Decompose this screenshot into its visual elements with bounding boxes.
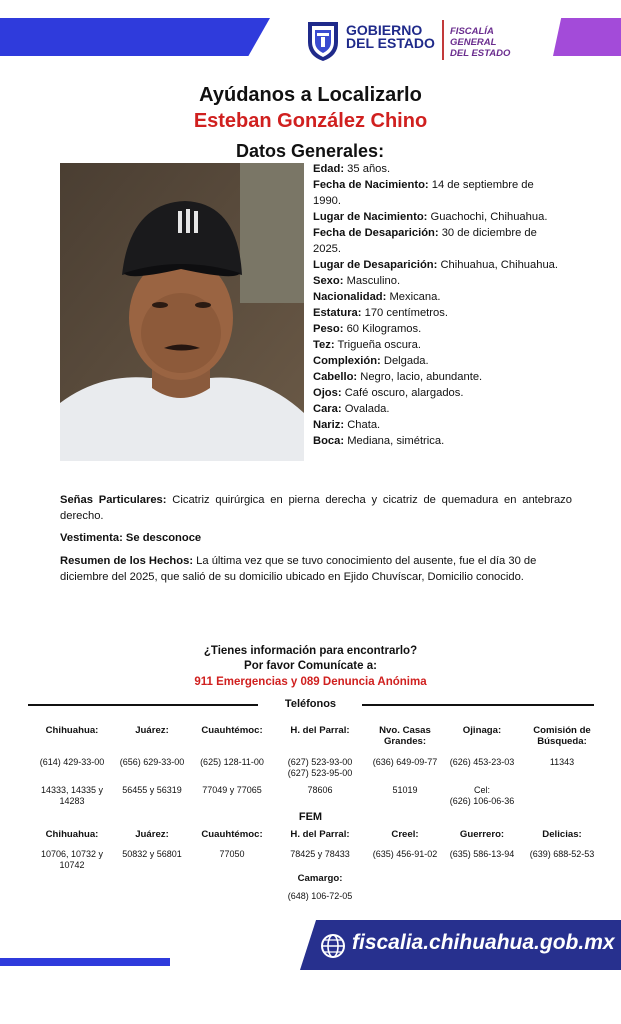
office-label: Delicias: — [542, 829, 582, 840]
website-link[interactable]: fiscalia.chihuahua.gob.mx — [352, 931, 615, 954]
detail-row — [313, 369, 563, 385]
detail-value: 30 de diciembre de 2025. — [313, 227, 537, 255]
state-shield-icon — [304, 18, 342, 62]
office-label: Camargo: — [297, 873, 343, 884]
office-label: Creel: — [391, 829, 419, 840]
office-label: Juárez: — [135, 725, 169, 736]
vestimenta: Vestimenta: Se desconoce — [60, 532, 202, 544]
detail-label: Nariz: — [313, 419, 345, 431]
detail-row — [313, 353, 563, 369]
phone-number: 51019 — [392, 785, 418, 795]
phone-number: 50832 y 56801 — [122, 849, 182, 859]
detail-value: 60 Kilogramos. — [343, 323, 422, 335]
detail-row — [313, 289, 563, 305]
phone-number: (635) 586-13-94 — [449, 849, 515, 859]
phone-number: Cel: (626) 106-06-36 — [449, 785, 515, 806]
detail-label: Nacionalidad: — [313, 291, 387, 303]
detail-label: Cabello: — [313, 371, 358, 383]
detail-row — [313, 321, 563, 337]
divider-right — [362, 704, 594, 706]
fiscalia-wordmark: FISCALÍA GENERAL DEL ESTADO — [450, 26, 511, 59]
office-label: Nvo. Casas Grandes: — [379, 725, 431, 747]
fem-heading: FEM — [298, 811, 323, 823]
detail-row — [313, 257, 563, 273]
office-label: Guerrero: — [459, 829, 505, 840]
detail-row — [313, 433, 563, 449]
detail-label: Estatura: — [313, 307, 362, 319]
detail-value: 170 centímetros. — [361, 307, 448, 319]
globe-icon — [320, 933, 346, 959]
office-label: Comisión de Búsqueda: — [533, 725, 591, 747]
detail-label: Complexión: — [313, 355, 381, 367]
detail-row — [313, 225, 563, 257]
detail-row — [313, 385, 563, 401]
office-label: Juárez: — [135, 829, 169, 840]
detail-value: Negro, lacio, abundante. — [357, 371, 483, 383]
missing-person-photo — [60, 163, 304, 461]
detail-label: Ojos: — [313, 387, 342, 399]
phone-number: (648) 106-72-05 — [287, 891, 353, 901]
government-logo — [300, 18, 540, 64]
detail-label: Lugar de Nacimiento: — [313, 211, 428, 223]
detail-label: Fecha de Nacimiento: — [313, 179, 429, 191]
phone-number: (639) 688-52-53 — [529, 849, 595, 859]
detail-row — [313, 305, 563, 321]
office-label: Cuauhtémoc: — [201, 829, 263, 840]
detail-label: Cara: — [313, 403, 342, 415]
contact-question: ¿Tienes información para encontrarlo? — [203, 645, 418, 657]
phone-number: 78425 y 78433 — [290, 849, 350, 859]
detail-value: Chata. — [344, 419, 381, 431]
detail-label: Boca: — [313, 435, 345, 447]
detail-label: Peso: — [313, 323, 344, 335]
phone-number: 56455 y 56319 — [122, 785, 182, 795]
office-label: H. del Parral: — [290, 725, 350, 736]
detail-value: Café oscuro, alargados. — [341, 387, 464, 399]
telefonos-heading: Teléfonos — [284, 698, 337, 710]
office-label: Cuauhtémoc: — [201, 725, 263, 736]
header-purple-band — [553, 18, 621, 56]
detail-value: Masculino. — [343, 275, 401, 287]
detail-row — [313, 273, 563, 289]
phone-number: (625) 128-11-00 — [200, 757, 264, 767]
detail-value: Trigueña oscura. — [334, 339, 421, 351]
telefonos-table — [30, 725, 600, 815]
poster-title: Ayúdanos a Localizarlo — [199, 84, 422, 106]
detail-row — [313, 161, 563, 177]
detail-row — [313, 337, 563, 353]
detail-value: 14 de septiembre de 1990. — [313, 179, 534, 207]
emergency-numbers: 911 Emergencias y 089 Denuncia Anónima — [194, 676, 427, 688]
phone-number: 78606 — [307, 785, 333, 795]
fem-table — [30, 829, 600, 899]
phone-number: 10706, 10732 y 10742 — [40, 849, 104, 870]
office-label: H. del Parral: — [290, 829, 350, 840]
detail-value: Mediana, simétrica. — [344, 435, 445, 447]
detail-value: Delgada. — [380, 355, 429, 367]
detail-value: Guachochi, Chihuahua. — [427, 211, 548, 223]
phone-number: (635) 456-91-02 — [372, 849, 438, 859]
detail-label: Lugar de Desaparición: — [313, 259, 438, 271]
office-label: Chihuahua: — [45, 725, 99, 736]
phone-number: 77049 y 77065 — [202, 785, 262, 795]
footer-blue-band — [0, 958, 170, 966]
detail-label: Sexo: — [313, 275, 344, 287]
phone-number: 77050 — [219, 849, 245, 859]
detail-row — [313, 209, 563, 225]
detail-row — [313, 401, 563, 417]
detail-row — [313, 177, 563, 209]
detail-label: Fecha de Desaparición: — [313, 227, 439, 239]
datos-generales-heading: Datos Generales: — [236, 141, 385, 161]
phone-number: 14333, 14335 y 14283 — [40, 785, 104, 806]
detail-value: 35 años. — [344, 163, 391, 175]
detail-value: Chihuahua, Chihuahua. — [437, 259, 559, 271]
logo-divider — [442, 20, 444, 60]
phone-number: (626) 453-23-03 — [449, 757, 515, 767]
resumen-hechos: Resumen de los Hechos: La última vez que se tuvo conocimiento del ausente, fue el día 30 de diciembre del 2025, que salió de su domicilio ubicado en Ejido Chuvíscar, Domicilio conocido. — [60, 555, 537, 583]
missing-person-name: Esteban González Chino — [193, 110, 428, 132]
details-list — [313, 161, 563, 449]
phone-number: (636) 649-09-77 — [372, 757, 438, 767]
detail-row — [313, 417, 563, 433]
phone-number: (656) 629-33-00 — [119, 757, 185, 767]
phone-number: (627) 523-93-00 (627) 523-95-00 — [287, 757, 353, 778]
gobierno-wordmark: GOBIERNO DEL ESTADO — [346, 22, 435, 51]
phone-number: (614) 429-33-00 — [39, 757, 105, 767]
detail-value: Ovalada. — [341, 403, 390, 415]
contact-instruction: Por favor Comunícate a: — [244, 660, 377, 672]
senas-particulares: Señas Particulares: Cicatriz quirúrgica en pierna derecha y cicatriz de quemadura en antebrazo derecho. — [60, 494, 572, 522]
header-blue-band — [0, 18, 270, 56]
phone-number: 11343 — [549, 757, 575, 767]
office-label: Chihuahua: — [45, 829, 99, 840]
detail-label: Tez: — [313, 339, 335, 351]
office-label: Ojinaga: — [462, 725, 502, 736]
detail-label: Edad: — [313, 163, 345, 175]
detail-value: Mexicana. — [386, 291, 441, 303]
